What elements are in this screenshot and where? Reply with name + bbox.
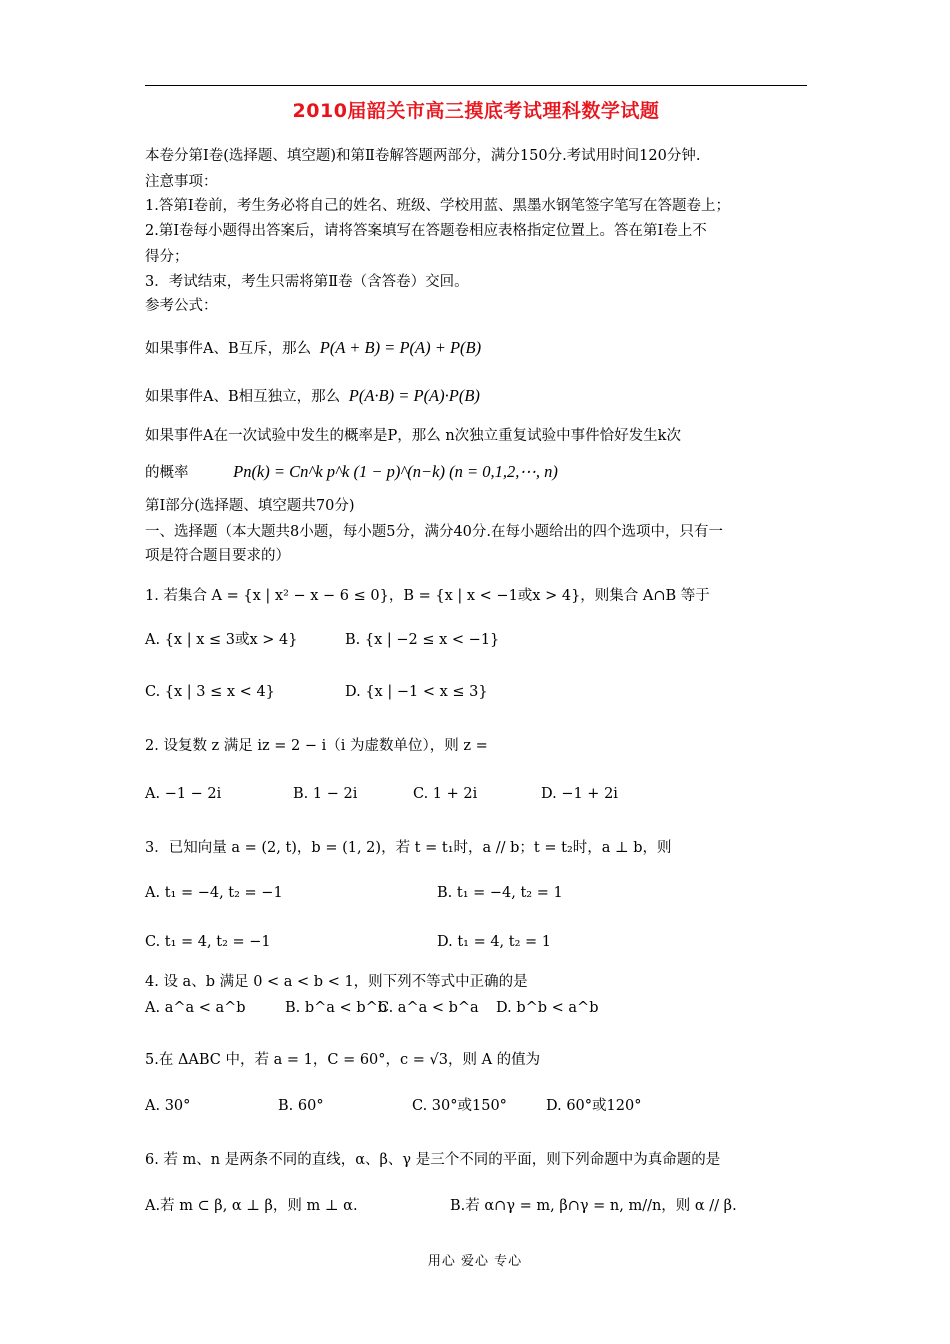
notice-1: 1.答第Ⅰ卷前，考生务必将自己的姓名、班级、学校用蓝、黑墨水钢笔签字笔写在答题卷上； xyxy=(145,198,731,214)
footer-text: 用心 爱心 专心 xyxy=(427,1254,523,1269)
question-5-option-b: B. 60° xyxy=(278,1098,324,1114)
question-5-option-a: A. 30° xyxy=(145,1098,191,1114)
formula-2-text: 如果事件A、B相互独立，那么 xyxy=(145,389,341,405)
question-3-stem: 3．已知向量 a = (2, t)，b = (1, 2)，若 t = t₁时，a // b；t = t₂时，a ⊥ b，则 xyxy=(145,840,672,856)
intro-line: 本卷分第Ⅰ卷(选择题、填空题)和第Ⅱ卷解答题两部分，满分150分.考试用时间120分钟. xyxy=(145,148,701,164)
question-4-option-a: A. a^a < a^b xyxy=(145,1000,246,1016)
part1-heading: 第Ⅰ部分(选择题、填空题共70分) xyxy=(145,498,355,514)
question-1-option-c: C. {x | 3 ≤ x < 4} xyxy=(145,684,275,700)
formula-1-math: P(A + B) = P(A) + P(B) xyxy=(319,338,482,357)
section-desc-a: 一、选择题（本大题共8小题，每小题5分，满分40分.在每小题给出的四个选项中，只有一 xyxy=(145,524,724,540)
question-2-option-b: B. 1 − 2i xyxy=(293,786,358,802)
notice-2b: 得分； xyxy=(145,249,189,265)
question-4-option-b: B. b^a < b^b xyxy=(285,1000,388,1016)
notice-2a: 2.第Ⅰ卷每小题得出答案后，请将答案填写在答题卷相应表格指定位置上。答在第Ⅰ卷上不 xyxy=(145,223,707,239)
question-6-option-a: A.若 m ⊂ β, α ⊥ β，则 m ⊥ α. xyxy=(145,1198,358,1214)
question-1-stem: 1. 若集合 A = {x | x² − x − 6 ≤ 0}，B = {x | x < −1或x > 4}，则集合 A∩B 等于 xyxy=(145,588,710,604)
notice-label: 注意事项： xyxy=(145,174,218,190)
question-4-option-d: D. b^b < a^b xyxy=(496,1000,599,1016)
formula-3b xyxy=(145,462,558,482)
question-2-option-d: D. −1 + 2i xyxy=(541,786,618,802)
page-title: 2010届韶关市高三摸底考试理科数学试题 xyxy=(292,100,660,122)
question-1-option-d: D. {x | −1 < x ≤ 3} xyxy=(345,684,488,700)
formula-1 xyxy=(145,338,481,358)
notice-3: 3．考试结束，考生只需将第Ⅱ卷（含答卷）交回。 xyxy=(145,274,469,290)
question-3-option-b: B. t₁ = −4, t₂ = 1 xyxy=(437,885,563,901)
question-3-option-a: A. t₁ = −4, t₂ = −1 xyxy=(145,885,283,901)
question-5-option-c: C. 30°或150° xyxy=(412,1098,507,1114)
question-2-stem: 2. 设复数 z 满足 iz = 2 − i（i 为虚数单位），则 z = xyxy=(145,738,488,754)
section-desc-b: 项是符合题目要求的） xyxy=(145,548,290,564)
question-5-option-d: D. 60°或120° xyxy=(546,1098,642,1114)
question-1-option-a: A. {x | x ≤ 3或x > 4} xyxy=(145,632,298,648)
question-4-stem: 4. 设 a、b 满足 0 < a < b < 1，则下列不等式中正确的是 xyxy=(145,974,528,990)
formula-3-label: 的概率 xyxy=(145,465,189,481)
question-3-option-d: D. t₁ = 4, t₂ = 1 xyxy=(437,934,552,950)
question-2-option-a: A. −1 − 2i xyxy=(145,786,222,802)
formula-label: 参考公式： xyxy=(145,298,218,314)
header-rule xyxy=(145,85,807,86)
question-5-stem: 5.在 ΔABC 中，若 a = 1，C = 60°，c = √3，则 A 的值为 xyxy=(145,1052,541,1068)
question-4-option-c: C. a^a < b^a xyxy=(378,1000,479,1016)
question-3-option-c: C. t₁ = 4, t₂ = −1 xyxy=(145,934,271,950)
formula-1-text: 如果事件A、B互斥，那么 xyxy=(145,341,312,357)
question-2-option-c: C. 1 + 2i xyxy=(413,786,478,802)
formula-2 xyxy=(145,386,480,406)
binomial-formula: Pn(k) = Cn^k p^k (1 − p)^(n−k) (n = 0,1,2,⋯, n) xyxy=(233,462,558,481)
formula-2-math: P(A·B) = P(A)·P(B) xyxy=(348,386,480,405)
question-6-stem: 6. 若 m、n 是两条不同的直线，α、β、γ 是三个不同的平面，则下列命题中为真命题的是 xyxy=(145,1152,721,1168)
formula-3: 如果事件A在一次试验中发生的概率是P，那么 n次独立重复试验中事件恰好发生k次 xyxy=(145,428,681,444)
question-1-option-b: B. {x | −2 ≤ x < −1} xyxy=(345,632,500,648)
question-6-option-b: B.若 α∩γ = m, β∩γ = n, m//n，则 α // β. xyxy=(450,1198,737,1214)
